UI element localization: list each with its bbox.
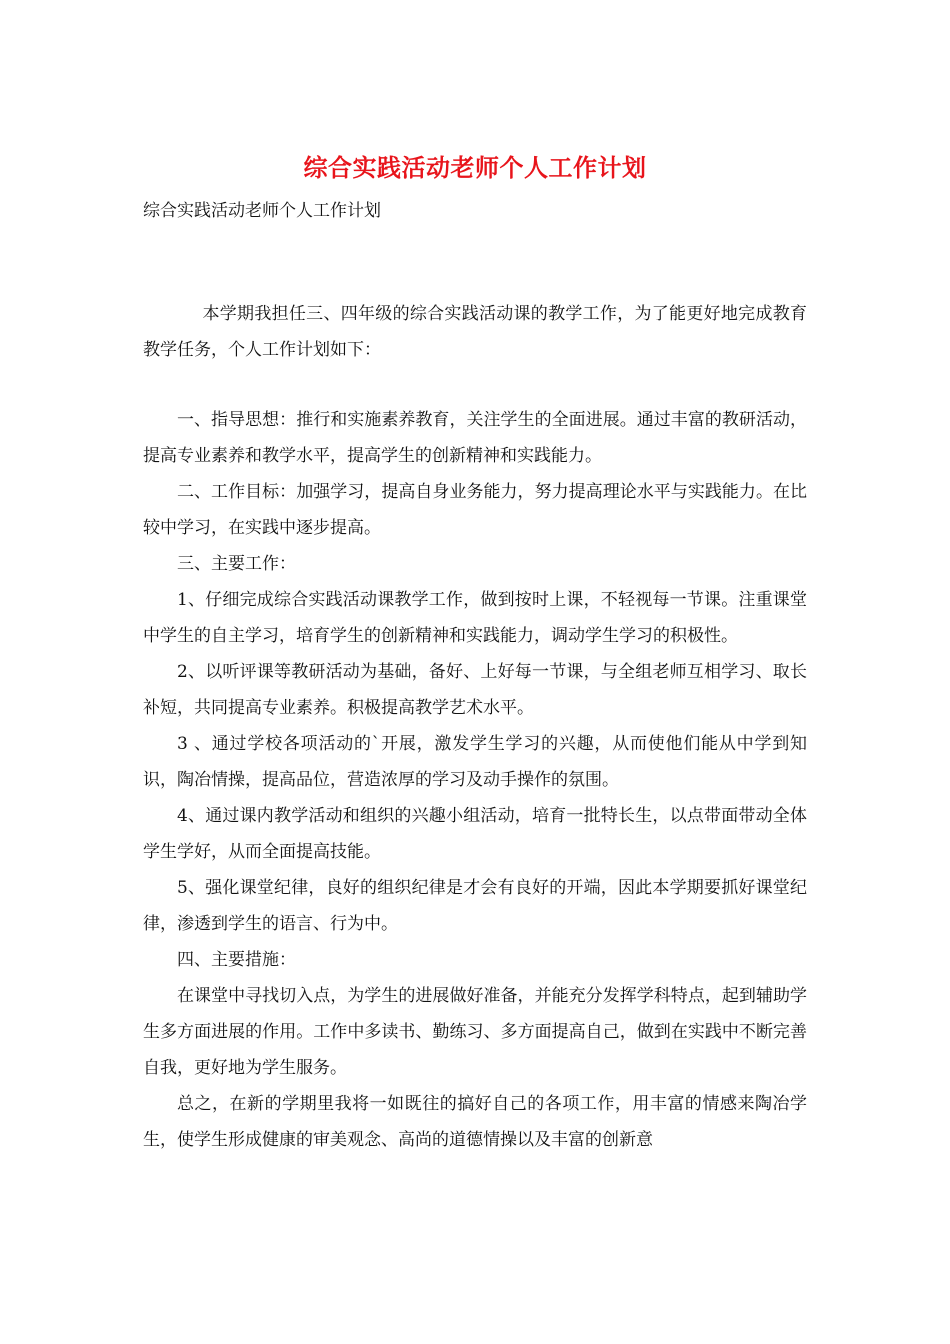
- main-body: [143, 402, 807, 1158]
- heading-main-work: 三、主要工作：: [177, 554, 296, 574]
- paragraph-work-item-3: 3 、通过学校各项活动的`开展，激发学生学习的兴趣，从而使他们能从中学到知识，陶冶情操，提高品位，营造浓厚的学习及动手操作的氛围。: [143, 734, 807, 790]
- paragraph-work-item-1: 1、仔细完成综合实践活动课教学工作，做到按时上课，不轻视每一节课。注重课堂中学生的自主学习，培育学生的创新精神和实践能力，调动学生学习的积极性。: [143, 590, 807, 646]
- paragraph-work-item-5: 5、强化课堂纪律，良好的组织纪律是才会有良好的开端，因此本学期要抓好课堂纪律，渗透到学生的语言、行为中。: [143, 878, 807, 934]
- paragraph-work-goals: 二、工作目标：加强学习，提高自身业务能力，努力提高理论水平与实践能力。在比较中学习，在实践中逐步提高。: [143, 482, 807, 538]
- paragraph-measures: 在课堂中寻找切入点，为学生的进展做好准备，并能充分发挥学科特点，起到辅助学生多方面进展的作用。工作中多读书、勤练习、多方面提高自己，做到在实践中不断完善自我，更好地为学生服务。: [143, 986, 807, 1078]
- intro-paragraph: 本学期我担任三、四年级的综合实践活动课的教学工作，为了能更好地完成教育教学任务，个人工作计划如下：: [143, 304, 807, 360]
- intro-section: [143, 296, 807, 368]
- paragraph-work-item-4: 4、通过课内教学活动和组织的兴趣小组活动，培育一批特长生，以点带面带动全体学生学好，从而全面提高技能。: [143, 806, 807, 862]
- document-subtitle: 综合实践活动老师个人工作计划: [143, 201, 381, 221]
- paragraph-guiding-ideology: 一、指导思想：推行和实施素养教育，关注学生的全面进展。通过丰富的教研活动，提高专业素养和教学水平，提高学生的创新精神和实践能力。: [143, 410, 807, 466]
- paragraph-summary: 总之，在新的学期里我将一如既往的搞好自己的各项工作，用丰富的情感来陶冶学生，使学生形成健康的审美观念、高尚的道德情操以及丰富的创新意: [143, 1094, 807, 1150]
- document-title: 综合实践活动老师个人工作计划: [303, 153, 647, 182]
- heading-main-measures: 四、主要措施：: [177, 950, 296, 970]
- paragraph-work-item-2: 2、以听评课等教研活动为基础，备好、上好每一节课，与全组老师互相学习、取长补短，共同提高专业素养。积极提高教学艺术水平。: [143, 662, 807, 718]
